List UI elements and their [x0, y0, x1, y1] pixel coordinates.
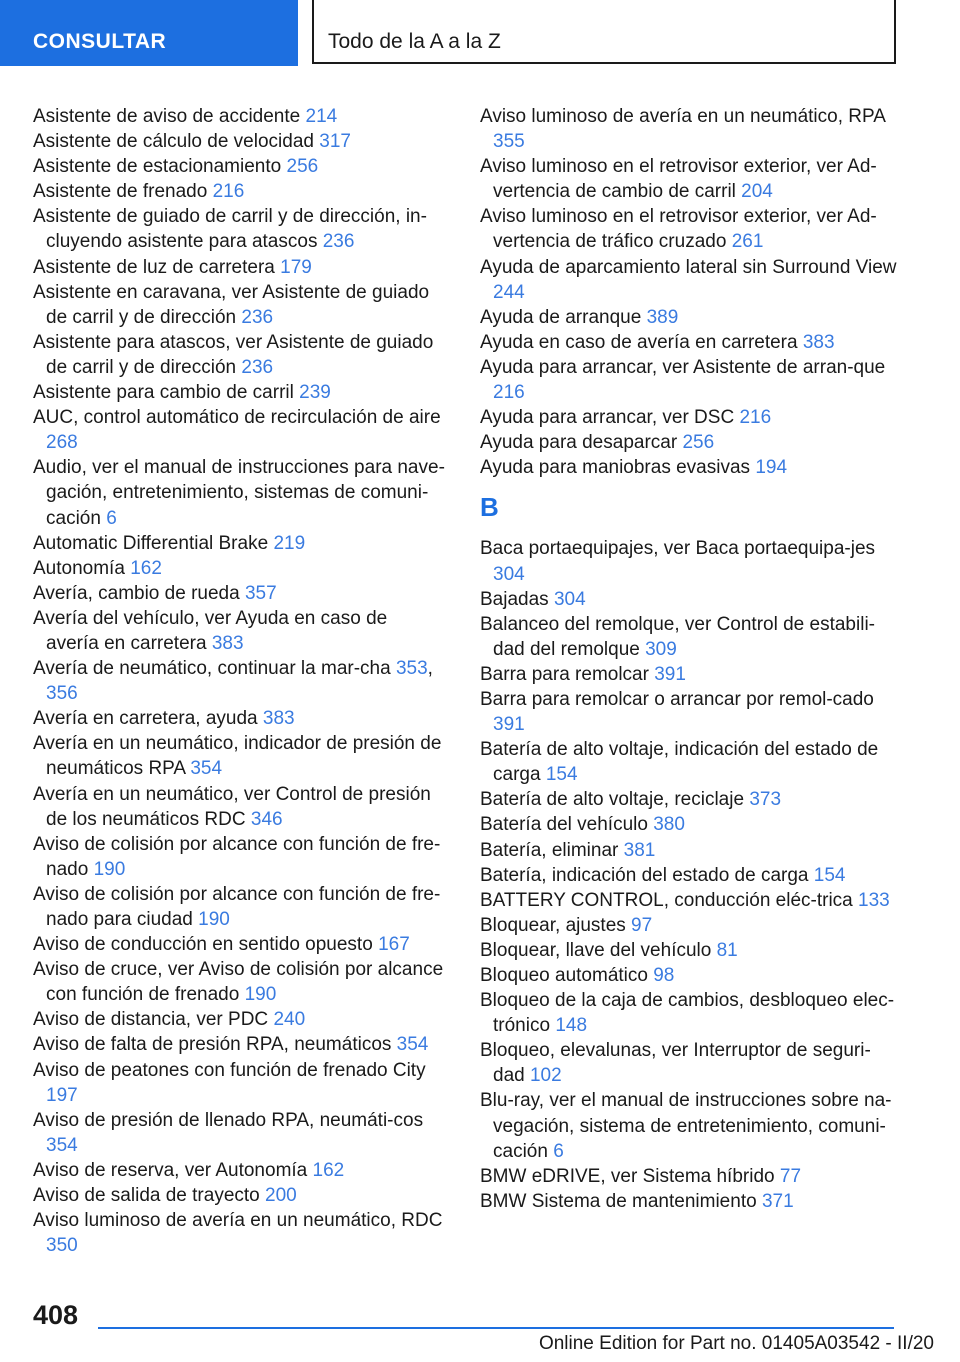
index-entry	[480, 430, 898, 455]
index-entry-label: Bloqueo, elevalunas, ver Interruptor de seguri-dad	[480, 1040, 871, 1087]
index-entry-label: Asistente para cambio de carril	[33, 382, 294, 404]
index-entry	[480, 1189, 898, 1214]
page-link[interactable]: 256	[682, 432, 715, 454]
page-link[interactable]: 154	[545, 764, 578, 786]
page-link[interactable]: 354	[190, 758, 223, 780]
index-entry	[33, 531, 445, 556]
index-entry	[33, 731, 445, 781]
index-entry	[33, 179, 445, 204]
page-link[interactable]: 381	[623, 839, 656, 861]
page-link[interactable]: 383	[211, 632, 244, 654]
index-entry	[33, 255, 445, 280]
index-entry	[33, 1108, 445, 1158]
index-entry	[480, 355, 898, 405]
page-number: 408	[33, 1300, 79, 1330]
index-entry-label: BMW eDRIVE, ver Sistema híbrido	[480, 1165, 775, 1187]
index-entry	[33, 104, 445, 129]
index-entry	[480, 330, 898, 355]
index-entry-label: Aviso luminoso de avería en un neumático, RDC	[33, 1210, 443, 1232]
page-link[interactable]: 6	[553, 1140, 564, 1162]
index-entry-label: Bloquear, ajustes	[480, 914, 626, 936]
index-entry	[33, 832, 445, 882]
index-entry	[480, 1164, 898, 1189]
section-tab-consultar[interactable]: CONSULTAR	[0, 0, 298, 66]
page-header	[0, 0, 960, 66]
page-link[interactable]: 353	[395, 658, 428, 680]
index-entry-label: BATTERY CONTROL, conducción eléc-trica	[480, 889, 853, 911]
chapter-title: Todo de la A a la Z	[312, 0, 896, 64]
page-link[interactable]: 81	[716, 939, 738, 961]
index-entry	[480, 888, 898, 913]
index-entry-label: Bloqueo de la caja de cambios, desbloqueo elec-trónico	[480, 990, 895, 1037]
index-entry	[33, 581, 445, 606]
index-entry-label: Batería, indicación del estado de carga	[480, 864, 809, 886]
index-entry-label: Ayuda para arrancar, ver Asistente de arran-que	[480, 356, 886, 378]
page-link[interactable]: 194	[755, 457, 788, 479]
page-link[interactable]: 239	[299, 382, 331, 404]
index-entry-label: Bloquear, llave del vehículo	[480, 939, 712, 961]
index-entry	[480, 587, 898, 612]
index-entry-label: Aviso de reserva, ver Autonomía	[33, 1159, 308, 1181]
index-entry	[480, 255, 898, 305]
page-link[interactable]: 148	[555, 1015, 588, 1037]
page-link[interactable]: 371	[761, 1190, 794, 1212]
index-entry-label: Bajadas	[480, 588, 549, 610]
page-link[interactable]: 216	[212, 181, 245, 203]
index-entry-label: Batería, eliminar	[480, 839, 619, 861]
page-link[interactable]: 236	[322, 231, 355, 253]
index-entry	[33, 405, 445, 455]
index-entry-label: Asistente de frenado	[33, 181, 208, 203]
index-entry	[480, 612, 898, 662]
index-entry-label: Avería en un neumático, ver Control de presión de los neumáticos RDC	[33, 783, 431, 830]
index-entry-label: Aviso luminoso en el retrovisor exterior, ver Ad-vertencia de cambio de carril	[480, 156, 877, 203]
index-entry-label: Automatic Differential Brake	[33, 532, 269, 554]
index-group-a	[480, 104, 898, 480]
index-entry	[33, 380, 445, 405]
page-link[interactable]: 346	[250, 808, 283, 830]
page-link[interactable]: 98	[653, 965, 675, 986]
index-entry	[33, 154, 445, 179]
page-link[interactable]: 190	[198, 909, 230, 930]
index-entry-label: Barra para remolcar o arrancar por remol-cado	[480, 688, 874, 710]
index-entry-label: Batería de alto voltaje, indicación del estado de carga	[480, 739, 879, 786]
page-link[interactable]: 304	[553, 588, 586, 610]
index-entry-label: BMW Sistema de mantenimiento	[480, 1190, 757, 1212]
page-link[interactable]: 256	[286, 156, 319, 178]
index-entry	[33, 957, 445, 1007]
index-entry-label: Aviso de salida de trayecto	[33, 1185, 260, 1207]
index-entry	[33, 455, 445, 530]
index-entry-label: Aviso de cruce, ver Aviso de colisión por alcance con función de frenado	[33, 959, 444, 1006]
page-link[interactable]: 357	[244, 582, 277, 604]
page-link[interactable]: 383	[802, 331, 835, 353]
page-link[interactable]: 355	[493, 131, 525, 153]
index-entry	[33, 556, 445, 581]
edition-footer: Online Edition for Part no. 01405A03542 - II/20	[538, 1333, 934, 1354]
index-entry	[480, 988, 898, 1038]
index-entry	[480, 405, 898, 430]
page-link[interactable]: 179	[280, 256, 312, 278]
index-entry-label: Ayuda para desaparcar	[480, 432, 678, 454]
index-entry-label: Baca portaequipajes, ver Baca portaequipa-jes	[480, 538, 876, 560]
page-link[interactable]: 6	[106, 507, 117, 529]
index-entry-label: Aviso de conducción en sentido opuesto	[33, 934, 373, 956]
index-entry	[480, 863, 898, 888]
page-link[interactable]: 268	[46, 432, 78, 454]
index-entry-label: Avería en un neumático, indicador de presión de neumáticos RPA	[33, 733, 442, 780]
index-section-letter: B	[480, 492, 499, 523]
index-entry-label: Blu-ray, ver el manual de instrucciones sobre na-vegación, sistema de entretenimiento, comuni-cación	[480, 1090, 892, 1162]
index-entry-label: Batería de alto voltaje, reciclaje	[480, 789, 745, 811]
index-entry	[33, 782, 445, 832]
page-link[interactable]: 162	[130, 557, 162, 579]
index-entry	[480, 838, 898, 863]
index-entry	[480, 737, 898, 787]
index-entry-label: Bloqueo automático	[480, 965, 648, 986]
index-entry-label: Aviso de peatones con función de frenado City	[33, 1059, 426, 1081]
index-entry	[33, 1158, 445, 1183]
index-entry	[33, 882, 445, 932]
index-entry	[33, 1032, 445, 1057]
index-entry-label: Avería, cambio de rueda	[33, 582, 240, 604]
index-group-b	[480, 536, 898, 1214]
index-entry	[480, 536, 898, 586]
page-link[interactable]: 383	[262, 708, 295, 730]
index-entry-label: Balanceo del remolque, ver Control de estabili-dad del remolque	[480, 613, 875, 660]
page-link[interactable]: 102	[529, 1065, 562, 1087]
page-link[interactable]: 354	[46, 1134, 78, 1156]
page-link[interactable]: 354	[396, 1034, 429, 1056]
footer-divider	[98, 1327, 894, 1329]
page-link[interactable]: 97	[631, 914, 653, 936]
page-link[interactable]: 261	[731, 231, 764, 253]
index-entry-label: Ayuda de arranque	[480, 306, 642, 328]
index-entry-label: Asistente de guiado de carril y de dirección, in-cluyendo asistente para atascos	[33, 206, 427, 253]
index-entry	[33, 606, 445, 656]
page-link[interactable]: 216	[739, 407, 772, 429]
index-entry-label: Aviso de colisión por alcance con función de fre-nado	[33, 833, 441, 880]
index-entry: Avería de neumático, continuar la mar-cha 353, 356	[33, 658, 433, 705]
page-link[interactable]: 162	[312, 1159, 345, 1181]
index-entry-label: Ayuda de aparcamiento lateral sin Surround View	[480, 256, 897, 278]
index-entry-label: Asistente de aviso de accidente	[33, 106, 301, 127]
page-link[interactable]: 356	[46, 683, 78, 705]
page-link[interactable]: 350	[46, 1235, 78, 1257]
index-entry	[480, 204, 898, 254]
index-entry	[33, 932, 445, 957]
page-link[interactable]: 190	[93, 858, 126, 880]
index-entry-label: Barra para remolcar	[480, 663, 649, 685]
page-link[interactable]: 236	[241, 306, 274, 328]
index-column-left	[33, 104, 445, 1258]
index-entry-label: Aviso de colisión por alcance con función de fre-nado para ciudad	[33, 883, 441, 930]
page-link[interactable]: 204	[741, 181, 773, 203]
index-entry	[480, 455, 898, 480]
index-entry	[480, 938, 898, 963]
page-link[interactable]: 197	[46, 1084, 78, 1106]
index-entry	[33, 1007, 445, 1032]
index-entry	[480, 154, 898, 204]
index-entry-label: Asistente de cálculo de velocidad	[33, 131, 314, 153]
index-entry-label: Avería en carretera, ayuda	[33, 708, 258, 730]
page-link[interactable]: 244	[493, 281, 525, 303]
page-link[interactable]: 309	[645, 638, 677, 660]
index-entry	[480, 913, 898, 938]
index-entry	[480, 963, 898, 988]
index-entry	[480, 662, 898, 687]
index-entry-label: Autonomía	[33, 557, 125, 579]
page-link[interactable]: 236	[241, 356, 274, 378]
page-link[interactable]: 133	[858, 889, 890, 911]
index-entry	[480, 787, 898, 812]
index-entry	[33, 1208, 445, 1258]
page-link[interactable]: 190	[244, 984, 277, 1006]
page-link[interactable]: 380	[653, 814, 685, 836]
page-link[interactable]: 154	[813, 864, 846, 886]
index-entry-label: Aviso de falta de presión RPA, neumáticos	[33, 1034, 392, 1056]
index-entry	[480, 812, 898, 837]
page-link[interactable]: 389	[646, 306, 679, 328]
index-entry-label: Audio, ver el manual de instrucciones para nave-gación, entretenimiento, sistemas de comuni-cación	[33, 457, 445, 529]
index-entry-label: Avería del vehículo, ver Ayuda en caso de avería en carretera	[33, 607, 388, 654]
index-entry	[33, 280, 445, 330]
index-entry-label: Asistente de estacionamiento	[33, 156, 282, 178]
index-entry	[480, 1038, 898, 1088]
index-entry-label: Asistente para atascos, ver Asistente de guiado de carril y de dirección	[33, 331, 434, 378]
page-link[interactable]: 304	[493, 563, 525, 585]
page-link[interactable]: 317	[319, 131, 351, 153]
page-link[interactable]: 391	[654, 663, 686, 685]
page-link[interactable]: 167	[378, 934, 410, 956]
page-link[interactable]: 373	[749, 789, 782, 811]
page-link[interactable]: 214	[305, 106, 338, 127]
index-entry	[33, 330, 445, 380]
index-entry-label: Aviso luminoso en el retrovisor exterior, ver Ad-vertencia de tráfico cruzado	[480, 206, 877, 253]
index-entry-label: Ayuda en caso de avería en carretera	[480, 331, 798, 353]
page-link[interactable]: 219	[273, 532, 306, 554]
page-link[interactable]: 216	[493, 382, 525, 404]
index-entry-label: Ayuda para maniobras evasivas	[480, 457, 751, 479]
index-column-right	[480, 104, 898, 1214]
index-entry-label: Batería del vehículo	[480, 814, 648, 836]
page-link[interactable]: 200	[265, 1185, 297, 1207]
page-link[interactable]: 240	[273, 1009, 306, 1031]
index-entry-label: Aviso luminoso de avería en un neumático, RPA	[480, 106, 885, 127]
index-entry	[33, 129, 445, 154]
index-entry	[480, 1088, 898, 1163]
index-entry-label: Avería de neumático, continuar la mar-cha	[33, 658, 391, 680]
index-entry-label: Aviso de presión de llenado RPA, neumáti-cos	[33, 1109, 424, 1131]
index-entry	[33, 1183, 445, 1208]
index-entry	[33, 1058, 445, 1108]
index-entry-label: Asistente de luz de carretera	[33, 256, 275, 278]
index-entry	[33, 204, 445, 254]
index-entry-label: AUC, control automático de recirculación de aire	[33, 407, 441, 429]
index-entry-label: Aviso de distancia, ver PDC	[33, 1009, 269, 1031]
index-entry-label: Ayuda para arrancar, ver DSC	[480, 407, 735, 429]
index-entry	[33, 706, 445, 731]
index-entry	[480, 305, 898, 330]
index-entry	[480, 104, 898, 154]
page-link[interactable]: 391	[493, 714, 525, 736]
index-entry-label: Asistente en caravana, ver Asistente de guiado de carril y de dirección	[33, 281, 430, 328]
index-entry	[480, 687, 898, 737]
page-link[interactable]: 77	[779, 1165, 802, 1187]
